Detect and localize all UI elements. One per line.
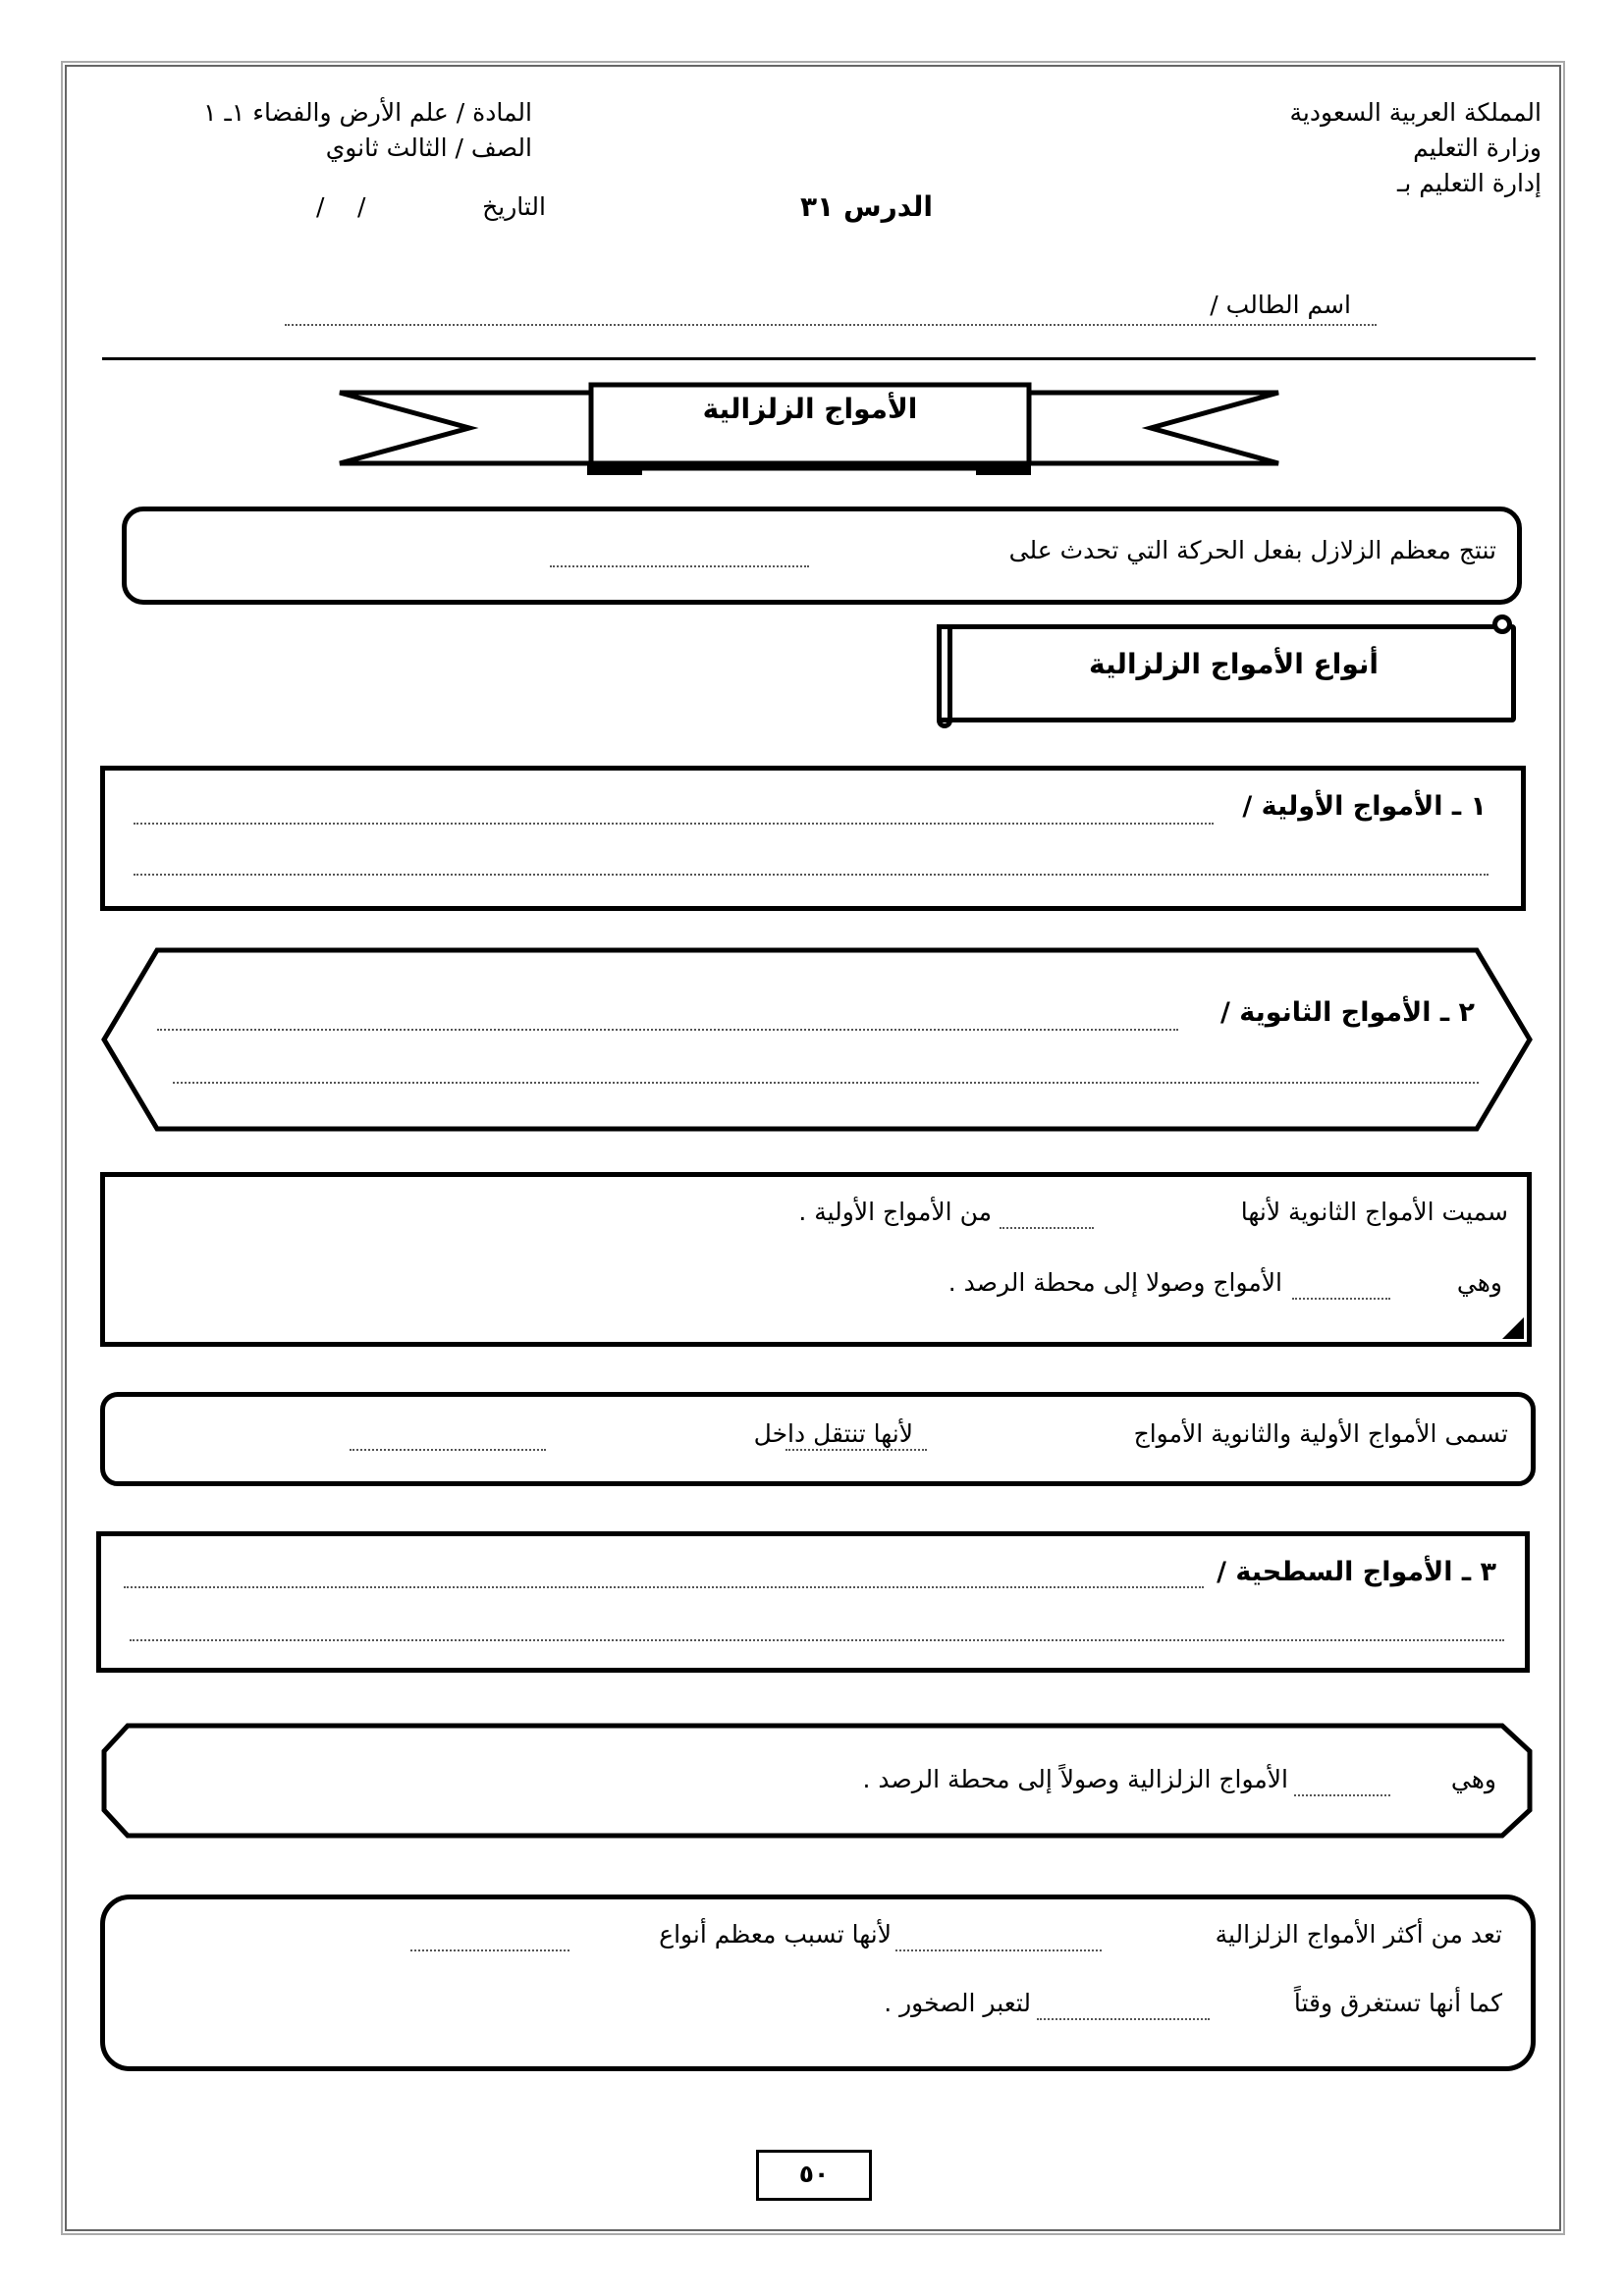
surface-note2-line2-a: كما أنها تستغرق وقتاً [1293, 1989, 1502, 2017]
surface-waves-blank-1[interactable] [124, 1584, 1204, 1588]
student-name-field[interactable] [285, 322, 1377, 326]
surface-note-box [98, 1722, 1536, 1840]
secondary-note-blank-2[interactable] [1292, 1296, 1390, 1300]
intro-text: تنتج معظم الزلازل بفعل الحركة التي تحدث على [1008, 536, 1496, 564]
lesson-number: الدرس ٣١ [800, 190, 933, 223]
page-number: ٥٠ [798, 2160, 830, 2188]
intro-blank[interactable] [550, 563, 809, 567]
header-country: المملكة العربية السعودية [1289, 98, 1542, 127]
surface-note2-line1-a: تعد من أكثر الأمواج الزلزالية [1215, 1920, 1502, 1949]
secondary-waves-blank-2[interactable] [173, 1080, 1479, 1084]
body-waves-blank-2[interactable] [350, 1447, 546, 1451]
surface-note2-line2-b: لتعبر الصخور . [884, 1989, 1031, 2017]
surface-note-b: الأمواج الزلزالية وصولاً إلى محطة الرصد . [862, 1765, 1288, 1793]
surface-note2-line1-b: لأنها تسبب معظم أنواع [659, 1920, 892, 1949]
primary-waves-box [100, 766, 1526, 911]
surface-note2-blank-2[interactable] [410, 1948, 569, 1951]
header-separator [102, 357, 1536, 360]
surface-note2-blank-1[interactable] [895, 1948, 1102, 1951]
secondary-note-line1-a: سميت الأمواج الثانوية لأنها [1240, 1198, 1508, 1226]
secondary-note-blank-1[interactable] [1000, 1225, 1094, 1229]
header-ministry: وزارة التعليم [1413, 133, 1542, 162]
primary-waves-label: ١ ـ الأمواج الأولية / [1242, 791, 1487, 822]
header-department: إدارة التعليم بـ [1397, 169, 1542, 197]
surface-note-blank[interactable] [1294, 1792, 1390, 1796]
primary-waves-blank-2[interactable] [134, 872, 1489, 876]
scroll-curl-right [1492, 614, 1512, 634]
secondary-waves-label: ٢ ـ الأمواج الثانوية / [1219, 997, 1475, 1028]
surface-waves-label: ٣ ـ الأمواج السطحية / [1217, 1557, 1496, 1587]
surface-waves-blank-2[interactable] [130, 1637, 1504, 1641]
header-subject: المادة / علم الأرض والفضاء ١ـ ١ [203, 98, 532, 127]
header-grade: الصف / الثالث ثانوي [325, 133, 532, 162]
secondary-note-line2-a: وهي [1456, 1268, 1502, 1297]
secondary-waves-box [98, 946, 1536, 1133]
surface-waves-box [96, 1531, 1530, 1673]
secondary-waves-blank-1[interactable] [157, 1027, 1178, 1031]
surface-note-a: وهي [1450, 1765, 1496, 1793]
primary-waves-blank-1[interactable] [134, 821, 1214, 825]
title-ribbon [334, 375, 1286, 485]
header-date-slash-2: / [316, 192, 325, 221]
body-waves-text-a: تسمى الأمواج الأولية والثانوية الأمواج [1133, 1419, 1508, 1448]
secondary-note-line1-b: من الأمواج الأولية . [798, 1198, 992, 1226]
header-date-label: التاريخ [482, 192, 546, 221]
types-heading: أنواع الأمواج الزلزالية [1089, 648, 1379, 680]
header-date-slash-1: / [357, 192, 366, 221]
scroll-curl-left [937, 624, 952, 728]
page-title: الأمواج الزلزالية [702, 393, 918, 425]
surface-note2-blank-3[interactable] [1037, 2016, 1210, 2020]
secondary-note-line2-b: الأمواج وصولا إلى محطة الرصد . [947, 1268, 1282, 1297]
student-name-label: اسم الطالب / [1210, 291, 1351, 319]
body-waves-text-b: لأنها تنتقل داخل [753, 1419, 913, 1448]
